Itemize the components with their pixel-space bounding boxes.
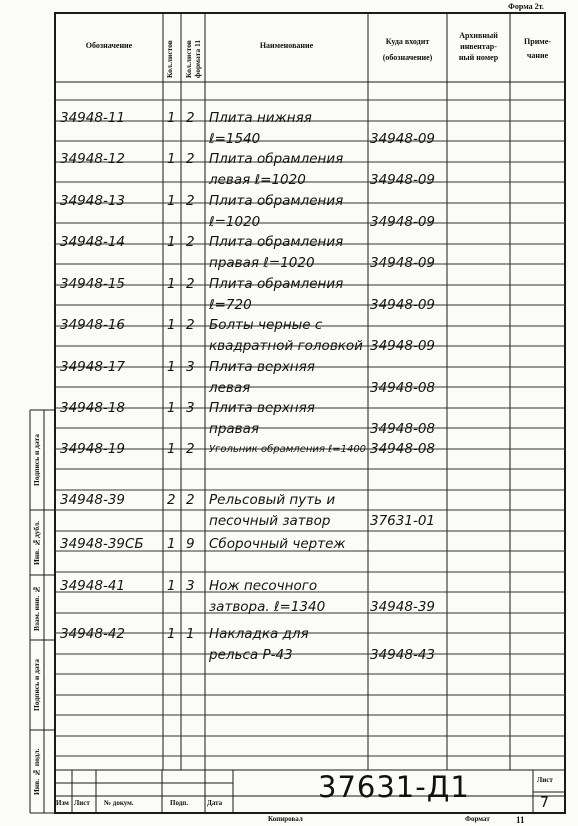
row-designation: 34948-41	[60, 578, 125, 594]
row-format: 2	[186, 441, 195, 457]
row-name-line-1: Угольник обрамления ℓ=1400	[209, 444, 367, 455]
row-name-line-1: Рельсовый путь и	[209, 492, 336, 508]
row-designation: 34948-39	[60, 492, 125, 508]
row-name-line-1: Нож песочного	[209, 578, 318, 594]
row-where-used: 34948-09	[370, 254, 435, 271]
header-notes-2: чание	[526, 51, 549, 60]
row-where-used: 34948-39	[370, 598, 435, 615]
row-format: 2	[186, 151, 195, 167]
row-format: 2	[186, 110, 195, 126]
row-name-line-2: ℓ=1020	[209, 213, 261, 230]
header-notes-1: Приме-	[524, 37, 551, 46]
row-where-used: 34948-09	[370, 171, 435, 188]
row-format: 2	[186, 317, 195, 333]
row-designation: 34948-11	[60, 110, 125, 126]
form-label: Форма 2т.	[508, 2, 544, 11]
header-archive-1: Архивный	[459, 31, 498, 40]
row-designation: 34948-39СБ	[60, 536, 144, 552]
row-where-used: 34948-09	[370, 296, 435, 313]
row-sheets: 1	[167, 536, 176, 552]
title-col-doc: № докум.	[104, 799, 134, 807]
row-name-line-2: левая ℓ=1020	[209, 171, 306, 188]
row-format: 2	[186, 492, 195, 508]
header-where-used-1: Куда входит	[385, 37, 430, 46]
row-name-line-2: песочный затвор	[209, 512, 331, 529]
sheet-label: Лист	[537, 776, 553, 784]
row-designation: 34948-42	[60, 626, 125, 642]
row-name-line-2: левая	[209, 379, 251, 396]
row-sheets: 2	[167, 492, 176, 508]
row-format: 2	[186, 234, 195, 250]
row-where-used: 34948-08	[370, 441, 435, 457]
title-col-date: Дата	[207, 799, 223, 807]
header-name: Наименование	[259, 41, 314, 50]
title-col-sign: Подп.	[170, 799, 189, 807]
row-name-line-2: ℓ=1540	[209, 130, 261, 147]
row-name-line-2: ℓ=720	[209, 296, 252, 313]
row-sheets: 1	[167, 110, 176, 126]
row-format: 1	[186, 626, 195, 642]
row-where-used: 34948-09	[370, 130, 435, 147]
row-sheets: 1	[167, 441, 176, 457]
row-sheets: 1	[167, 400, 176, 416]
row-format: 2	[186, 193, 195, 209]
row-designation: 34948-15	[60, 276, 125, 292]
row-designation: 34948-14	[60, 234, 125, 250]
row-format: 3	[186, 400, 195, 416]
sheet-number: 7	[540, 795, 549, 811]
row-name-line-1: Плита верхняя	[209, 359, 315, 375]
row-name-line-1: Плита обрамления	[209, 276, 344, 292]
row-sheets: 1	[167, 578, 176, 594]
side-signature-date-1: Подпись и дата	[32, 433, 41, 487]
row-name-line-2: правая	[209, 420, 260, 437]
row-name-line-1: Накладка для	[209, 626, 309, 642]
footer-format-label: Формат	[465, 815, 490, 823]
header-archive-2: инвентар-	[460, 42, 497, 51]
footer-format-value: 11	[516, 815, 525, 825]
row-name-line-1: Сборочный чертеж	[209, 536, 346, 552]
row-designation: 34948-19	[60, 441, 125, 457]
row-name-line-1: Плита верхняя	[209, 400, 315, 416]
row-where-used: 34948-09	[370, 337, 435, 354]
row-name-line-2: рельса Р-43	[209, 646, 293, 663]
title-col-change: Изм	[56, 799, 69, 807]
row-where-used: 34948-08	[370, 379, 435, 396]
row-sheets: 1	[167, 193, 176, 209]
footer-copied: Копировал	[268, 815, 303, 823]
row-where-used: 34948-43	[370, 646, 435, 663]
header-qty-sheets: Кол.листов	[165, 40, 174, 78]
row-designation: 34948-13	[60, 193, 125, 209]
row-designation: 34948-17	[60, 359, 125, 375]
header-archive-3: ный номер	[458, 53, 499, 62]
row-sheets: 1	[167, 359, 176, 375]
row-name-line-1: Плита обрамления	[209, 234, 344, 250]
row-designation: 34948-16	[60, 317, 125, 333]
row-where-used: 37631-01	[370, 512, 435, 529]
row-name-line-2: затвора. ℓ=1340	[209, 598, 326, 615]
row-sheets: 1	[167, 317, 176, 333]
row-format: 3	[186, 578, 195, 594]
row-format: 3	[186, 359, 195, 375]
row-name-line-1: Плита обрамления	[209, 193, 344, 209]
row-format: 2	[186, 276, 195, 292]
row-sheets: 1	[167, 151, 176, 167]
header-designation: Обозначение	[85, 41, 133, 50]
row-where-used: 34948-09	[370, 213, 435, 230]
row-name-line-2: квадратной головкой	[209, 337, 363, 354]
doc-number: 37631-Д1	[318, 770, 470, 804]
row-format: 9	[186, 536, 195, 552]
row-name-line-2: правая ℓ=1020	[209, 254, 315, 271]
side-inv-orig: Инв. № подл.	[32, 748, 41, 796]
row-sheets: 1	[167, 626, 176, 642]
header-qty-format: Кол.листов формата 11	[184, 39, 202, 78]
row-designation: 34948-12	[60, 151, 125, 167]
side-inv-dup: Инв. №дубл.	[32, 520, 41, 566]
row-designation: 34948-18	[60, 400, 125, 416]
title-col-sheet: Лист	[74, 799, 90, 807]
side-signature-date-2: Подпись и дата	[32, 658, 41, 712]
row-where-used: 34948-08	[370, 420, 435, 437]
row-sheets: 1	[167, 234, 176, 250]
row-name-line-1: Плита обрамления	[209, 151, 344, 167]
row-name-line-1: Болты черные с	[209, 317, 323, 333]
side-replace-inv: Взам. инв. №	[32, 584, 41, 632]
row-name-line-1: Плита нижняя	[209, 110, 312, 126]
header-where-used-2: (обозначение)	[382, 53, 433, 62]
row-sheets: 1	[167, 276, 176, 292]
